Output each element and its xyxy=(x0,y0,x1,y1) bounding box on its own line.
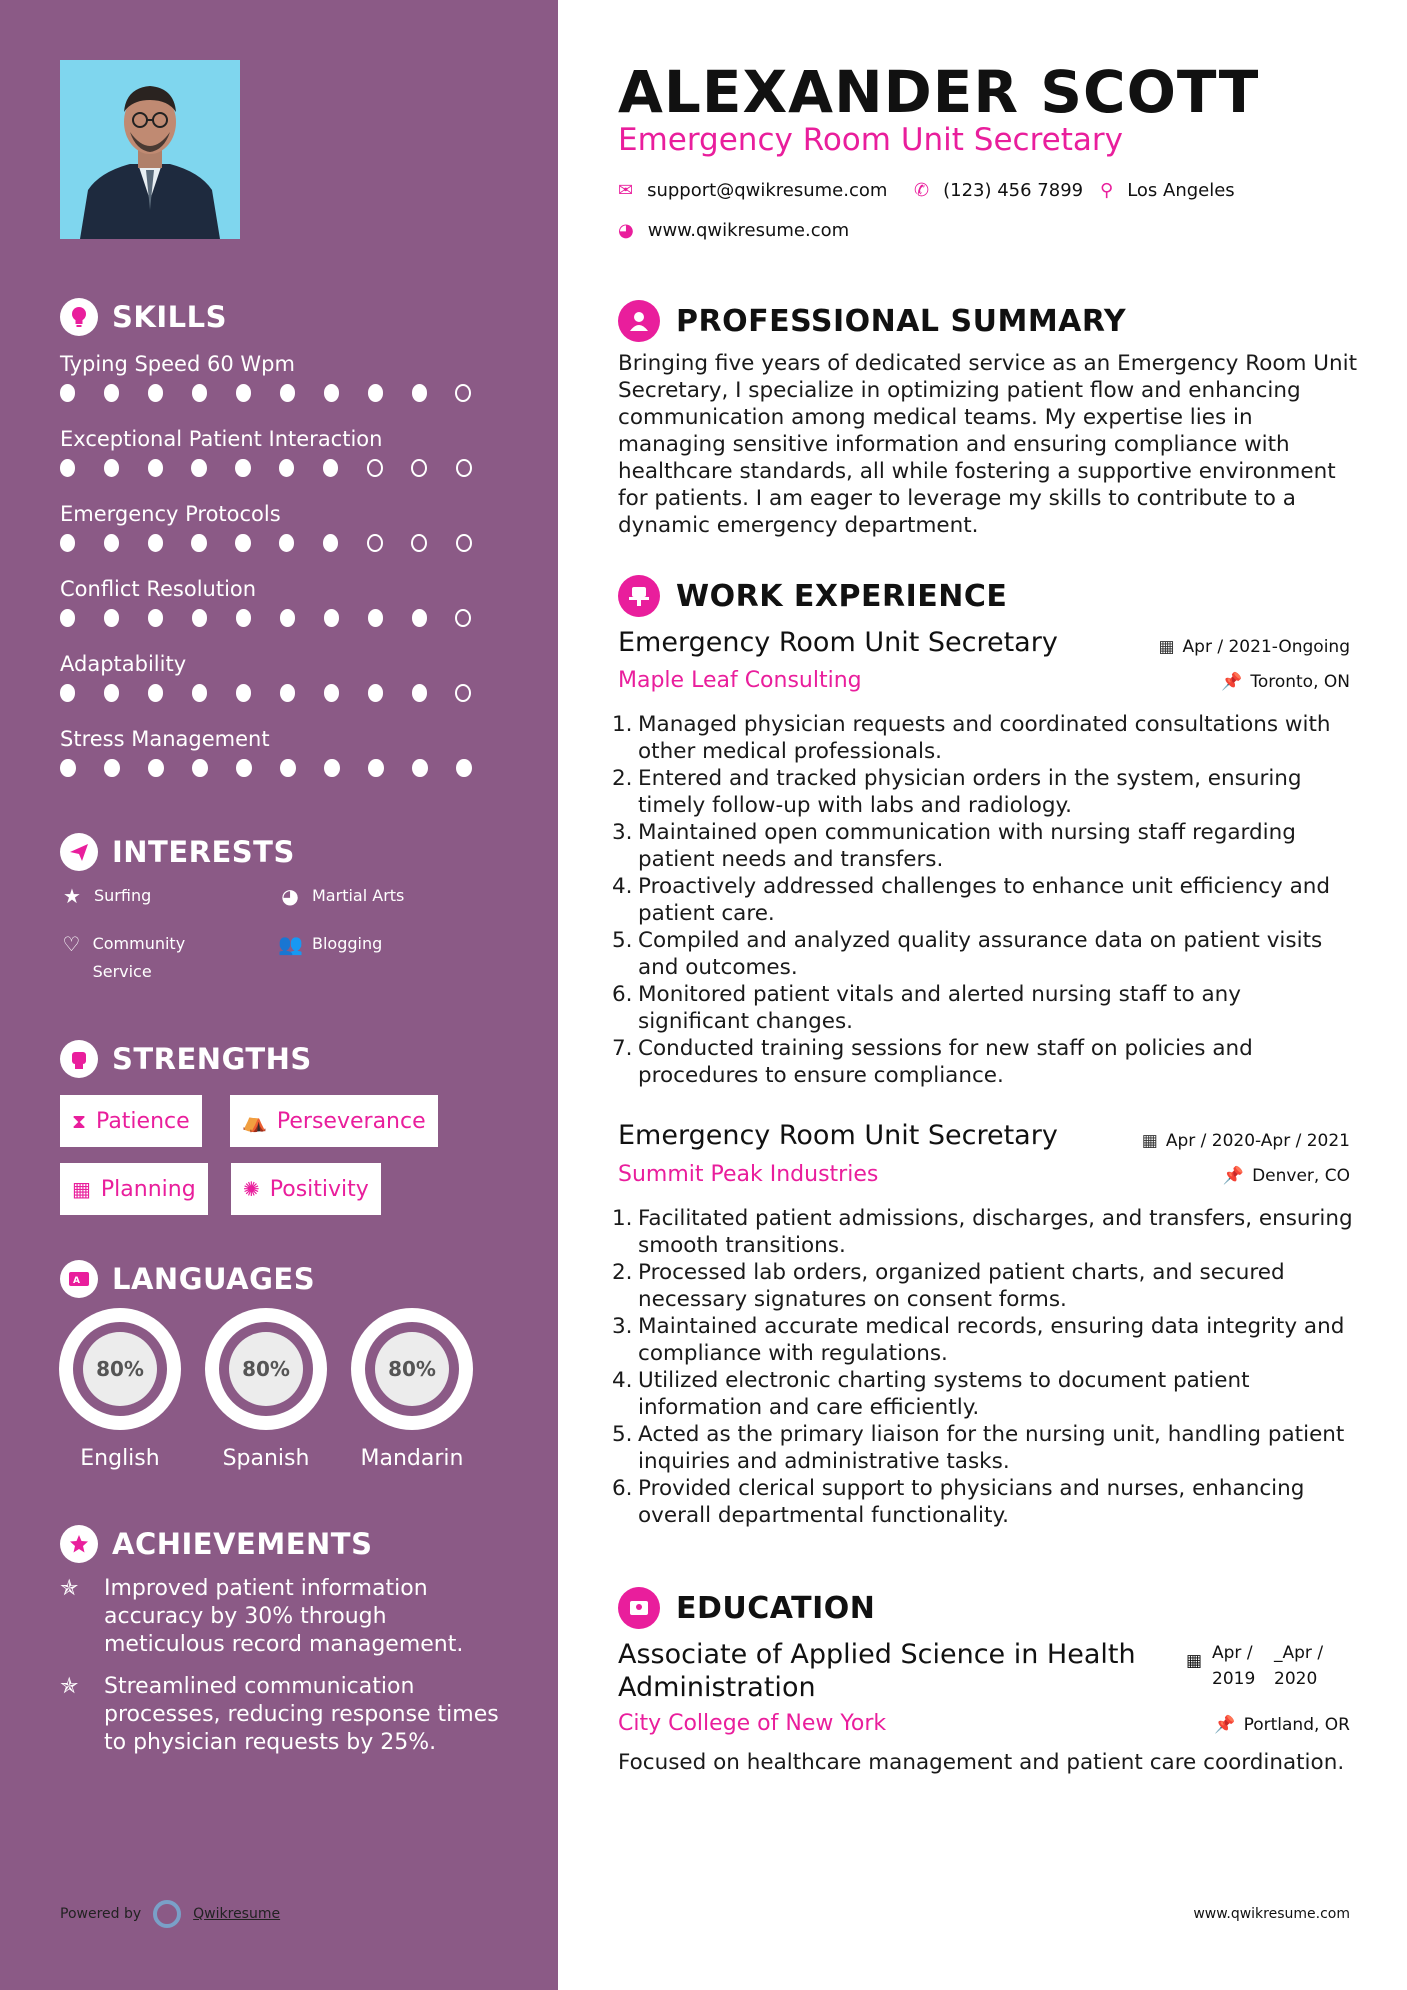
powered-by-text: Powered by xyxy=(60,1906,142,1922)
hourglass-icon: ⧗ xyxy=(72,1109,87,1133)
calendar-icon: ▦ xyxy=(1186,1651,1203,1671)
users-icon: 👥 xyxy=(278,932,303,956)
rating-dot-empty xyxy=(367,459,383,477)
skill-rating xyxy=(60,534,500,552)
strength-label: Patience xyxy=(96,1108,190,1134)
website-text: www.qwikresume.com xyxy=(647,220,850,241)
star-icon: ★ xyxy=(63,884,81,908)
main-content xyxy=(558,0,1407,1990)
skill-name: Typing Speed 60 Wpm xyxy=(60,352,295,376)
strength-label: Positivity xyxy=(269,1176,369,1202)
rating-dot-filled xyxy=(368,759,384,777)
skill-item xyxy=(60,725,500,777)
pin-icon: 📌 xyxy=(1221,672,1243,692)
strengths-title: STRENGTHS xyxy=(112,1042,312,1076)
interest-item xyxy=(278,882,404,910)
rating-dot-filled xyxy=(148,609,163,627)
rating-dot-filled xyxy=(323,459,338,477)
rating-dot-filled xyxy=(412,384,427,402)
rating-dot-filled xyxy=(324,684,339,702)
rating-dot-filled xyxy=(412,759,428,777)
rating-dot-filled xyxy=(104,384,119,402)
strength-label: Perseverance xyxy=(276,1108,426,1134)
job-title: Emergency Room Unit Secretary xyxy=(618,627,1058,658)
skills-title: SKILLS xyxy=(112,300,227,334)
achievement-text: Improved patient information accuracy by 30% through meticulous record management. xyxy=(104,1576,464,1657)
powered-by xyxy=(60,1900,280,1928)
job-bullet: 5. Acted as the primary liaison for the nursing unit, handling patient inquiries and administrative tasks. xyxy=(612,1422,1345,1474)
rating-dot-filled xyxy=(60,384,75,402)
interest-label: Surfing xyxy=(94,886,152,905)
fist-icon xyxy=(60,1040,98,1078)
globe-icon: ◕ xyxy=(618,220,634,241)
location-text: Los Angeles xyxy=(1127,180,1235,201)
summary-header xyxy=(618,300,1126,342)
interest-item xyxy=(278,930,382,958)
interests-title: INTERESTS xyxy=(112,835,295,869)
education-description: Focused on healthcare management and patient care coordination. xyxy=(618,1750,1345,1775)
profile-photo xyxy=(60,60,240,239)
rating-dot-filled xyxy=(236,384,251,402)
rating-dot-filled xyxy=(104,534,119,552)
languages-header xyxy=(60,1260,315,1298)
language-name: English xyxy=(80,1446,160,1471)
education-school: City College of New York xyxy=(618,1711,887,1736)
job-company: Maple Leaf Consulting xyxy=(618,668,862,693)
hand-icon: ♡ xyxy=(62,932,81,956)
job-bullet: 7. Conducted training sessions for new staff on policies and procedures to ensure compliance. xyxy=(612,1036,1253,1088)
strength-label: Planning xyxy=(100,1176,196,1202)
globe-icon: ◕ xyxy=(281,884,299,908)
achievement-item xyxy=(60,1575,500,1659)
star-icon: ✯ xyxy=(60,1576,79,1601)
education-start-date: Apr / 2019 xyxy=(1212,1643,1256,1689)
rating-dot-filled xyxy=(192,609,207,627)
skill-name: Conflict Resolution xyxy=(60,577,257,601)
job-location: 📌 Toronto, ON xyxy=(1221,672,1350,692)
skill-item xyxy=(60,500,500,552)
job-bullet: 2. Entered and tracked physician orders in the system, ensuring timely follow-up with labs and radiology. xyxy=(612,766,1302,818)
contact-location xyxy=(1100,180,1235,201)
qwikresume-link[interactable]: Qwikresume xyxy=(193,1906,281,1922)
envelope-icon: ✉ xyxy=(618,180,634,201)
map-pin-icon: ⚲ xyxy=(1100,180,1114,201)
rating-dot-filled xyxy=(324,384,339,402)
achievement-item xyxy=(60,1673,500,1757)
language-item xyxy=(351,1308,473,1471)
education-location: 📌 Portland, OR xyxy=(1214,1715,1350,1735)
candidate-name: ALEXANDER SCOTT xyxy=(618,58,1260,126)
job-bullet: 4. Utilized electronic charting systems to document patient information and care efficiently. xyxy=(612,1368,1250,1420)
rating-dot-filled xyxy=(148,384,163,402)
rating-dot-empty xyxy=(367,534,383,552)
interests-header xyxy=(60,833,295,871)
rating-dot-filled xyxy=(280,684,295,702)
rating-dot-filled xyxy=(192,759,208,777)
rating-dot-filled xyxy=(104,684,119,702)
interest-label: Blogging xyxy=(312,934,383,953)
sidebar xyxy=(0,0,558,1990)
rating-dot-filled xyxy=(368,684,383,702)
rating-dot-filled xyxy=(236,759,252,777)
pin-icon: 📌 xyxy=(1222,1166,1245,1186)
calendar-icon: ▦ xyxy=(72,1177,91,1201)
star-badge-icon xyxy=(60,1525,98,1563)
skill-name: Adaptability xyxy=(60,652,187,676)
rating-dot-empty xyxy=(455,684,471,702)
rating-dot-filled xyxy=(279,459,294,477)
education-end-date: _Apr / 2020 xyxy=(1274,1643,1324,1689)
rating-dot-filled xyxy=(412,609,427,627)
rating-dot-filled xyxy=(104,609,119,627)
experience-header xyxy=(618,575,1007,617)
rating-dot-filled xyxy=(236,684,251,702)
briefcase-icon xyxy=(618,575,660,617)
rating-dot-filled xyxy=(148,459,163,477)
rating-dot-filled xyxy=(60,534,75,552)
qwikresume-logo-icon xyxy=(153,1900,181,1928)
candidate-role: Emergency Room Unit Secretary xyxy=(618,122,1123,158)
job-date: ▦ Apr / 2021-Ongoing xyxy=(1158,637,1350,657)
rating-dot-empty xyxy=(456,459,472,477)
sun-icon: ✺ xyxy=(243,1177,260,1201)
rating-dot-empty xyxy=(455,384,471,402)
rating-dot-filled xyxy=(104,459,119,477)
strengths-header xyxy=(60,1040,312,1078)
rating-dot-filled xyxy=(191,534,206,552)
rating-dot-filled xyxy=(280,384,295,402)
rating-dot-filled xyxy=(279,534,294,552)
language-item xyxy=(59,1308,181,1471)
calendar-icon: ▦ xyxy=(1158,637,1175,657)
calendar-icon: ▦ xyxy=(1141,1131,1158,1151)
rating-dot-filled xyxy=(60,459,75,477)
job-bullet: 6. Monitored patient vitals and alerted nursing staff to any significant changes. xyxy=(612,982,1242,1034)
rating-dot-filled xyxy=(412,684,427,702)
rating-dot-filled xyxy=(323,534,338,552)
rating-dot-empty xyxy=(411,534,427,552)
star-icon: ✯ xyxy=(60,1674,79,1699)
language-ring xyxy=(205,1308,327,1430)
skill-item xyxy=(60,350,500,402)
rating-dot-empty xyxy=(455,609,471,627)
job-bullet: 2. Processed lab orders, organized patient charts, and secured necessary signatures on consent forms. xyxy=(612,1260,1285,1312)
job-bullet: 4. Proactively addressed challenges to enhance unit efficiency and patient care. xyxy=(612,874,1331,926)
education-degree: Associate of Applied Science in Health Administration xyxy=(618,1639,1136,1703)
rating-dot-empty xyxy=(411,459,427,477)
contact-website[interactable] xyxy=(618,220,849,241)
rating-dot-filled xyxy=(60,609,75,627)
rating-dot-filled xyxy=(235,534,250,552)
achievements-title: ACHIEVEMENTS xyxy=(112,1527,373,1561)
job-bullet: 1. Managed physician requests and coordinated consultations with other medical professionals. xyxy=(612,712,1331,764)
job-bullet: 6. Provided clerical support to physicians and nurses, enhancing overall departmental functionality. xyxy=(612,1476,1305,1528)
education-title: EDUCATION xyxy=(676,1590,876,1626)
rating-dot-filled xyxy=(235,459,250,477)
pin-icon: 📌 xyxy=(1214,1715,1236,1735)
rating-dot-filled xyxy=(236,609,251,627)
rating-dot-filled xyxy=(148,759,164,777)
skill-rating xyxy=(60,384,500,402)
strength-chip xyxy=(60,1163,208,1215)
rating-dot-empty xyxy=(456,534,472,552)
email-text: support@qwikresume.com xyxy=(647,180,888,201)
interest-item xyxy=(60,882,151,910)
achievements-header xyxy=(60,1525,372,1563)
svg-text:A: A xyxy=(73,1276,80,1286)
phone-icon: ✆ xyxy=(914,180,930,201)
achievement-text: Streamlined communication processes, reducing response times to physician requests by 25%. xyxy=(104,1674,499,1755)
skill-rating xyxy=(60,759,500,777)
rating-dot-filled xyxy=(60,759,76,777)
interest-label: Community Service xyxy=(92,934,186,981)
contact-email[interactable] xyxy=(618,180,887,201)
skill-rating xyxy=(60,684,500,702)
skill-item xyxy=(60,575,500,627)
job-bullets xyxy=(612,711,1358,1089)
skill-item xyxy=(60,425,500,477)
language-item xyxy=(205,1308,327,1471)
rating-dot-filled xyxy=(280,759,296,777)
strength-chip xyxy=(231,1163,381,1215)
experience-title: WORK EXPERIENCE xyxy=(676,578,1008,614)
job-bullet: 1. Facilitated patient admissions, discharges, and transfers, ensuring smooth transitions. xyxy=(612,1206,1353,1258)
rating-dot-filled xyxy=(192,384,207,402)
skill-item xyxy=(60,650,500,702)
job-bullets xyxy=(612,1205,1358,1529)
summary-title: PROFESSIONAL SUMMARY xyxy=(676,303,1127,339)
rating-dot-filled xyxy=(104,759,120,777)
rating-dot-filled xyxy=(191,459,206,477)
skill-rating xyxy=(60,459,500,477)
strength-chip xyxy=(230,1095,438,1147)
user-icon xyxy=(618,300,660,342)
skill-name: Stress Management xyxy=(60,727,270,751)
rating-dot-filled xyxy=(148,684,163,702)
language-ring xyxy=(59,1308,181,1430)
language-percent: 80% xyxy=(229,1332,303,1406)
rating-dot-filled xyxy=(148,534,163,552)
job-bullet: 3. Maintained accurate medical records, ensuring data integrity and compliance with regulations. xyxy=(612,1314,1345,1366)
interest-item xyxy=(60,930,240,986)
rating-dot-filled xyxy=(324,609,339,627)
skills-header xyxy=(60,298,227,336)
rating-dot-filled xyxy=(280,609,295,627)
interest-label: Martial Arts xyxy=(312,886,405,905)
job-company: Summit Peak Industries xyxy=(618,1162,879,1187)
summary-text: Bringing five years of dedicated service as an Emergency Room Unit Secretary, I specialize in optimizing patient flow and enhancing communication among medical teams. My expertise lies in managing sensitive information and ensuring compliance with healthcare standards, all while fostering a supportive environment for patients. I am eager to leverage my skills to contribute to a dynamic emergency department. xyxy=(618,351,1358,538)
skill-name: Emergency Protocols xyxy=(60,502,281,526)
language-ring xyxy=(351,1308,473,1430)
rating-dot-filled xyxy=(368,384,383,402)
job-bullet: 3. Maintained open communication with nursing staff regarding patient needs and transfers. xyxy=(612,820,1296,872)
job-bullet: 5. Compiled and analyzed quality assurance data on patient visits and outcomes. xyxy=(612,928,1323,980)
people-icon: ⛺ xyxy=(242,1109,267,1133)
language-name: Mandarin xyxy=(360,1446,464,1471)
languages-title: LANGUAGES xyxy=(112,1262,316,1296)
job-date: ▦ Apr / 2020-Apr / 2021 xyxy=(1141,1131,1350,1151)
rating-dot-filled xyxy=(324,759,340,777)
language-name: Spanish xyxy=(222,1446,310,1471)
paper-plane-icon xyxy=(60,833,98,871)
skill-name: Exceptional Patient Interaction xyxy=(60,427,383,451)
lightbulb-icon xyxy=(60,298,98,336)
rating-dot-filled xyxy=(456,759,472,777)
rating-dot-filled xyxy=(368,609,383,627)
skill-rating xyxy=(60,609,500,627)
language-percent: 80% xyxy=(83,1332,157,1406)
education-header xyxy=(618,1587,875,1629)
job-location: 📌 Denver, CO xyxy=(1222,1166,1350,1186)
language-percent: 80% xyxy=(375,1332,449,1406)
strength-chip xyxy=(60,1095,202,1147)
phone-text: (123) 456 7899 xyxy=(943,180,1084,201)
footer-url[interactable]: www.qwikresume.com xyxy=(1193,1906,1350,1922)
rating-dot-filled xyxy=(192,684,207,702)
language-icon xyxy=(60,1260,98,1298)
graduation-cap-icon xyxy=(618,1587,660,1629)
contact-phone[interactable] xyxy=(914,180,1083,201)
rating-dot-filled xyxy=(60,684,75,702)
job-title: Emergency Room Unit Secretary xyxy=(618,1120,1058,1151)
